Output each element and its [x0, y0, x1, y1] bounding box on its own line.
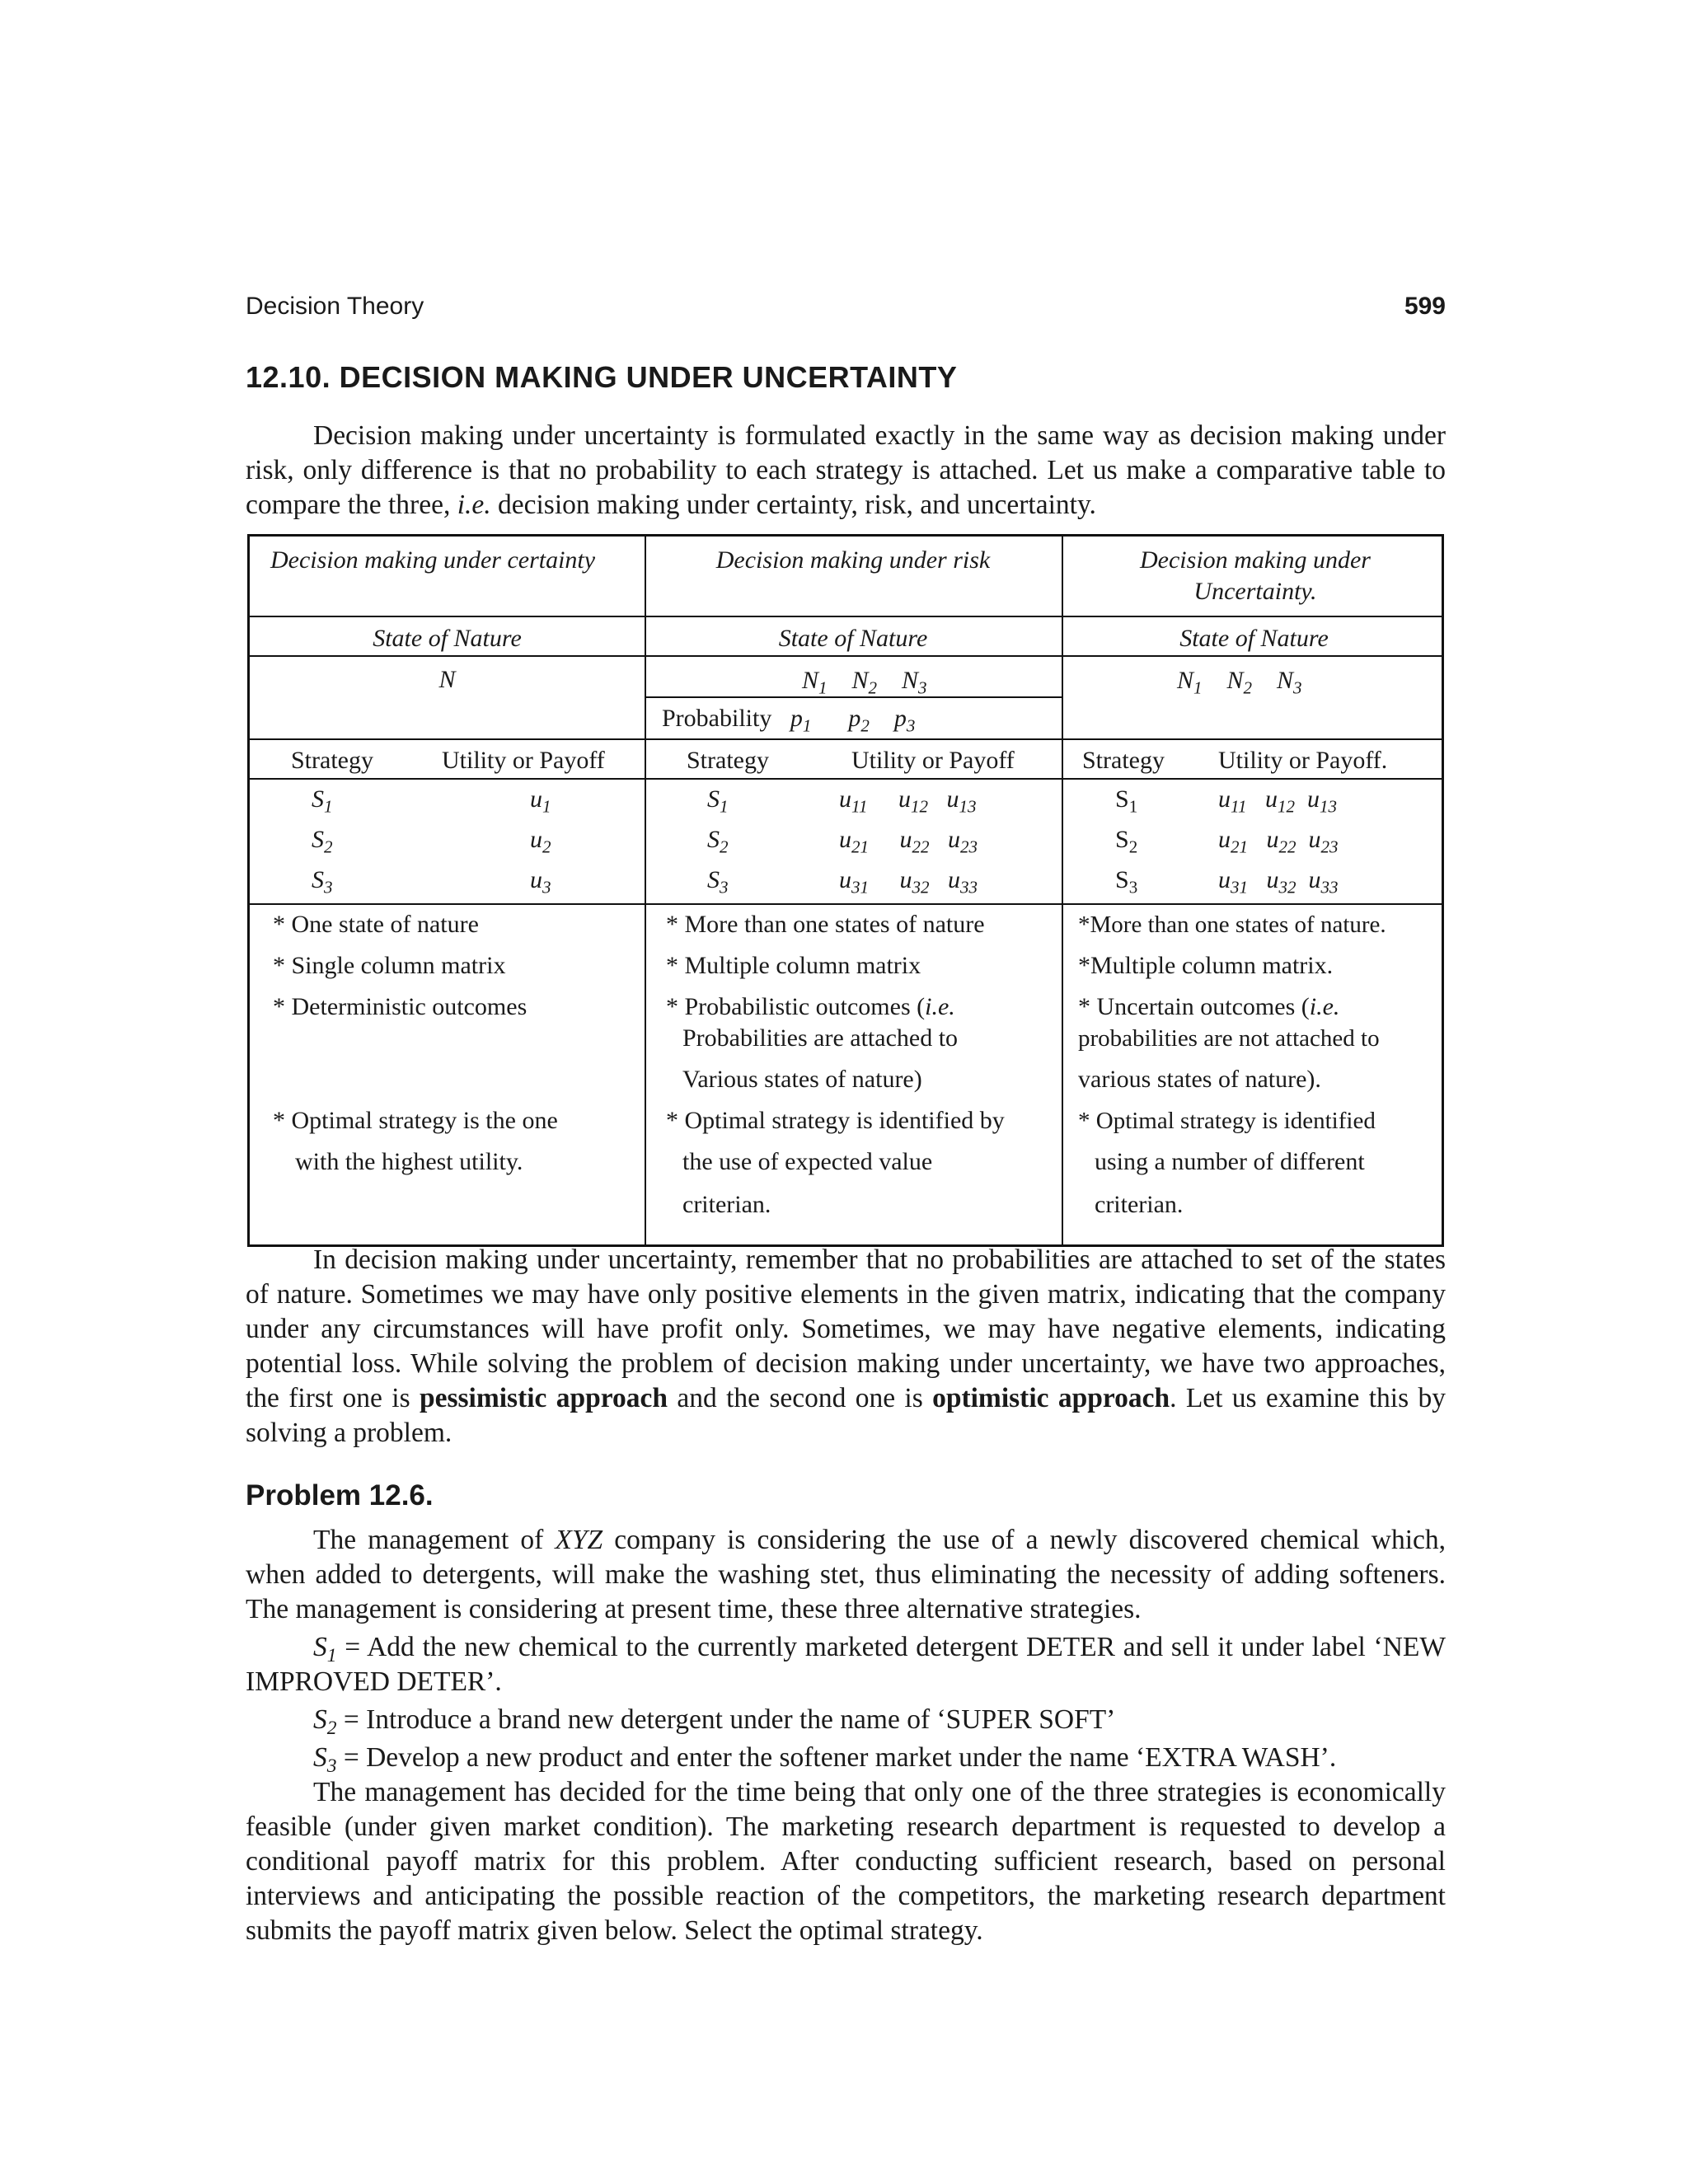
uncertainty-note-4c: criterian. — [1095, 1191, 1184, 1218]
uncertainty-strategy-3: $S_3$ — [1115, 866, 1138, 898]
utility-label-uncertainty: Utility or Payoff. — [1218, 747, 1388, 774]
certainty-note-2: * Single column matrix — [273, 952, 506, 979]
row-divider — [645, 696, 1062, 698]
certainty-strategy-1: $S_1$ — [312, 785, 333, 817]
risk-utilities-3: $u_{31}$ $u_{32}$ $u_{33}$ — [839, 866, 978, 898]
intro-text-b: decision making under certainty, risk, and uncertainty. — [490, 490, 1096, 520]
problem-paragraph-1: The management of XYZ company is considering the use of a newly discovered chemical which, when added to detergents, will make the washing stet, thus eliminating the necessity of adding softeners. The management is considering at present time, these three alternative strategies. — [246, 1525, 1446, 1624]
risk-strategy-2: $S_2$ — [707, 826, 729, 857]
problem-body — [246, 1523, 1446, 1948]
utility-label-risk: Utility or Payoff — [851, 747, 1015, 774]
strategy-s2: $S_2$ = Introduce a brand new detergent under the name of ‘SUPER SOFT’ — [313, 1704, 1116, 1740]
certainty-note-5: with the highest utility. — [295, 1148, 523, 1175]
uncertainty-natures: $N_1$ $N_2$ $N_3$ — [1177, 667, 1302, 698]
certainty-utility-2: $u_2$ — [530, 826, 551, 857]
row-divider — [250, 655, 1442, 657]
running-title: Decision Theory — [246, 293, 424, 320]
risk-utilities-2: $u_{21}$ $u_{22}$ $u_{23}$ — [839, 826, 978, 857]
intro-paragraph — [246, 419, 1446, 523]
risk-note-4c: criterian. — [682, 1191, 771, 1218]
header-uncertainty: Decision making under Uncertainty. — [1140, 546, 1371, 605]
intro-ie: i.e. — [457, 490, 491, 520]
header-risk: Decision making under risk — [715, 546, 991, 574]
strategy-s1: $S_1$ = Add the new chemical to the currently marketed detergent DETER and sell it under label ‘NEW IMPROVED DETER’. — [246, 1632, 1446, 1697]
risk-note-2: * Multiple column matrix — [666, 952, 921, 979]
certainty-note-4: * Optimal strategy is the one — [273, 1107, 558, 1134]
strategy-label-uncertainty: Strategy — [1082, 747, 1165, 774]
row-divider — [250, 738, 1442, 740]
state-of-nature-certainty: State of Nature — [373, 625, 522, 652]
problem-paragraph-last: The management has decided for the time being that only one of the three strategies is economically feasible (under given market condition). The marketing research department is requested to develop a conditional payoff matrix for this problem. After conducting sufficient research, based on personal interviews and anticipating the possible reaction of the competitors, the marketing research department submits the payoff matrix given below. Select the optimal strategy. — [246, 1777, 1446, 1946]
risk-utilities-1: $u_{11}$ $u_{12}$ $u_{13}$ — [839, 785, 977, 817]
state-of-nature-uncertainty: State of Nature — [1179, 625, 1329, 652]
uncertainty-utilities-1: $u_{11}$ $u_{12}$ $u_{13}$ — [1218, 785, 1337, 817]
header-certainty: Decision making under certainty — [270, 546, 596, 574]
intro-text-a: Decision making under uncertainty is formulated exactly in the same way as decision making under risk, only difference is that no probability to each strategy is attached. Let us make a comparative table to compare the three, — [246, 420, 1446, 520]
uncertainty-note-3c: various states of nature). — [1078, 1066, 1321, 1093]
strategy-label-certainty: Strategy — [291, 747, 373, 774]
row-divider — [250, 903, 1442, 905]
utility-label-certainty: Utility or Payoff — [442, 747, 605, 774]
problem-title: Problem 12.6. — [246, 1479, 434, 1511]
risk-note-4a: * Optimal strategy is identified by — [666, 1107, 1005, 1134]
optimistic-approach: optimistic approach — [932, 1383, 1170, 1413]
risk-note-3a: * Probabilistic outcomes (i.e. — [666, 993, 955, 1020]
row-divider — [250, 616, 1442, 617]
risk-note-4b: the use of expected value — [682, 1148, 933, 1175]
risk-note-3b: Probabilities are attached to — [682, 1024, 959, 1052]
risk-strategy-3: $S_3$ — [707, 866, 729, 898]
after-table-paragraph: In decision making under uncertainty, remember that no probabilities are attached to set of the states of nature. Sometimes we may have only positive elements in the given matrix, indicating that the company under any circumstances will have profit only. Sometimes, we may have negative elements, indicating potential loss. While solving the problem of decision making under uncertainty, we have two approaches, the first one is pessimistic approach and the second one is optimistic approach. Let us examine this by solving a problem. — [246, 1244, 1446, 1448]
strategy-s3: $S_3$ = Develop a new product and enter the softener market under the name ‘EXTRA WASH’. — [313, 1742, 1337, 1778]
certainty-nature: N — [438, 666, 456, 693]
uncertainty-utilities-2: $u_{21}$ $u_{22}$ $u_{23}$ — [1218, 826, 1339, 857]
uncertainty-note-3b: probabilities are not attached to — [1078, 1025, 1380, 1052]
state-of-nature-risk: State of Nature — [778, 625, 928, 652]
certainty-strategy-2: $S_2$ — [312, 826, 333, 857]
certainty-utility-3: $u_3$ — [530, 866, 551, 898]
uncertainty-note-1: *More than one states of nature. — [1078, 912, 1386, 938]
certainty-utility-1: $u_1$ — [530, 785, 551, 817]
comparison-table — [247, 534, 1444, 1247]
certainty-strategy-3: $S_3$ — [312, 866, 333, 898]
uncertainty-utilities-3: $u_{31}$ $u_{32}$ $u_{33}$ — [1218, 866, 1339, 898]
strategy-label-risk: Strategy — [687, 747, 769, 774]
certainty-note-1: * One state of nature — [273, 911, 479, 938]
risk-strategy-1: $S_1$ — [707, 785, 729, 817]
company-name: XYZ — [555, 1525, 603, 1555]
risk-note-1: * More than one states of nature — [666, 911, 985, 938]
uncertainty-strategy-2: $S_2$ — [1115, 826, 1138, 857]
uncertainty-strategy-1: $S_1$ — [1115, 785, 1138, 817]
uncertainty-note-4a: * Optimal strategy is identified — [1078, 1108, 1376, 1134]
probability-row: Probability $p_1$ $p_2$ $p_3$ — [662, 705, 916, 736]
section-title: 12.10. DECISION MAKING UNDER UNCERTAINTY — [246, 360, 958, 394]
uncertainty-note-3a: * Uncertain outcomes (i.e. — [1078, 993, 1340, 1020]
certainty-note-3: * Deterministic outcomes — [273, 993, 528, 1020]
uncertainty-note-2: *Multiple column matrix. — [1078, 952, 1334, 979]
row-divider — [250, 778, 1442, 780]
risk-note-3c: Various states of nature) — [682, 1066, 922, 1093]
pessimistic-approach: pessimistic approach — [419, 1383, 668, 1413]
probability-label: Probability — [662, 705, 772, 732]
risk-natures: $N_1$ $N_2$ $N_3$ — [802, 667, 927, 698]
page-number: 599 — [1404, 293, 1446, 320]
uncertainty-note-4b: using a number of different — [1095, 1148, 1365, 1175]
